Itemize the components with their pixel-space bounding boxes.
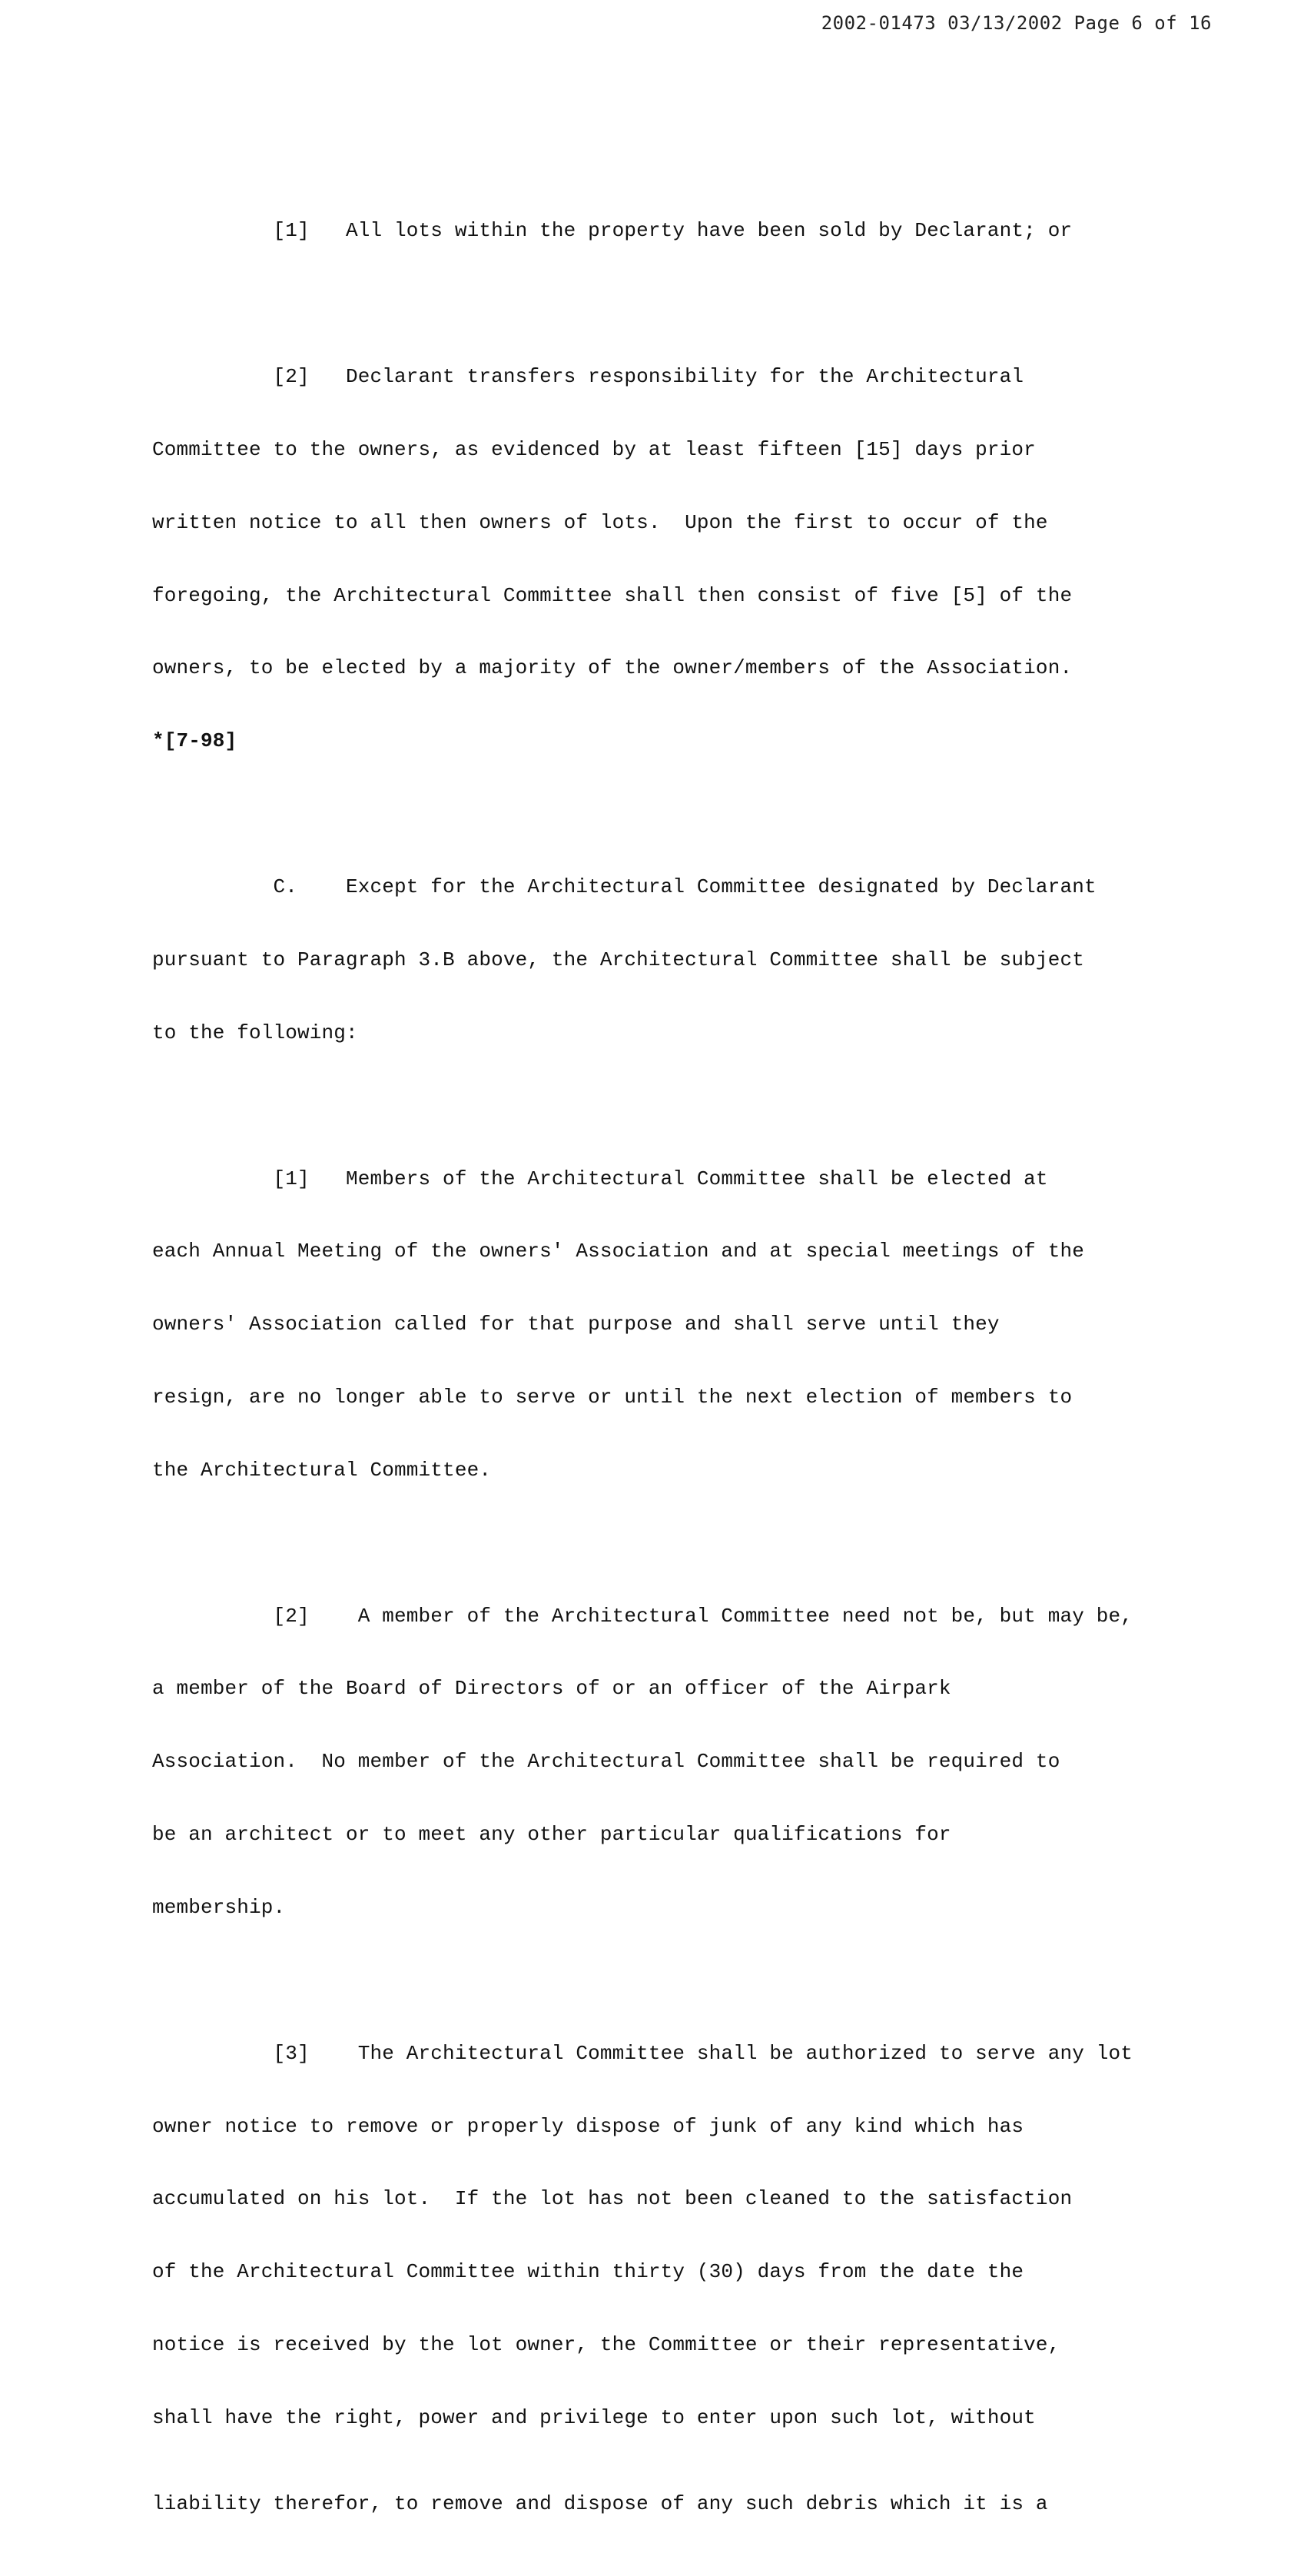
- paragraph-item-1: [152, 171, 1166, 292]
- document-body: [152, 171, 1166, 2576]
- amendment-note: *[7-98]: [152, 729, 237, 753]
- text-line: owners' Association called for that purpose and shall serve until they: [152, 1313, 1000, 1336]
- text-line: [3] The Architectural Committee shall be authorized to serve any lot: [152, 2041, 1133, 2065]
- paragraph-section-c: [152, 827, 1166, 1094]
- text-line: owner notice to remove or properly dispose of junk of any kind which has: [152, 2114, 1024, 2138]
- text-line: foregoing, the Architectural Committee shall then consist of five [5] of the: [152, 583, 1073, 607]
- text-line: notice is received by the lot owner, the Committee or their representative,: [152, 2332, 1060, 2356]
- text-line: pursuant to Paragraph 3.B above, the Architectural Committee shall be subject: [152, 948, 1084, 971]
- text-line: resign, are no longer able to serve or until the next election of members to: [152, 1385, 1073, 1409]
- text-line: accumulated on his lot. If the lot has not been cleaned to the satisfaction: [152, 2187, 1073, 2211]
- cut-off-line: [152, 2478, 1166, 2516]
- text-line: of the Architectural Committee within thirty (30) days from the date the: [152, 2260, 1024, 2284]
- text-line: owners, to be elected by a majority of the owner/members of the Association.: [152, 656, 1073, 680]
- text-line: Association. No member of the Architectural Committee shall be required to: [152, 1750, 1060, 1774]
- text-line: written notice to all then owners of lots. Upon the first to occur of the: [152, 510, 1048, 534]
- text-line: a member of the Board of Directors of or an officer of the Airpark: [152, 1677, 951, 1701]
- paragraph-c-item-1: [152, 1118, 1166, 1531]
- text-line: membership.: [152, 1895, 286, 1919]
- text-line: shall have the right, power and privilege to enter upon such lot, without: [152, 2405, 1036, 2429]
- recording-stamp: 2002-01473 03/13/2002 Page 6 of 16: [821, 12, 1212, 34]
- text-line: [1] Members of the Architectural Committee shall be elected at: [152, 1167, 1048, 1190]
- cut-off-text: liability therefor, to remove and dispose of any such debris which it is a: [152, 2492, 1048, 2516]
- text-line: each Annual Meeting of the owners' Association and at special meetings of the: [152, 1240, 1084, 1263]
- text-line: [2] Declarant transfers responsibility for the Architectural: [152, 365, 1024, 389]
- text-line: Committee to the owners, as evidenced by at least fifteen [15] days prior: [152, 437, 1036, 461]
- text-line: C. Except for the Architectural Committee designated by Declarant: [152, 875, 1097, 899]
- text-line: [1] All lots within the property have been sold by Declarant; or: [152, 219, 1073, 243]
- paragraph-c-item-2: [152, 1555, 1166, 1968]
- paragraph-c-item-3: [152, 1993, 1166, 2552]
- paragraph-item-2: [152, 317, 1166, 802]
- text-line: [2] A member of the Architectural Committee need not be, but may be,: [152, 1604, 1133, 1628]
- text-line: be an architect or to meet any other particular qualifications for: [152, 1823, 951, 1846]
- text-line: to the following:: [152, 1021, 358, 1044]
- text-line: the Architectural Committee.: [152, 1458, 492, 1482]
